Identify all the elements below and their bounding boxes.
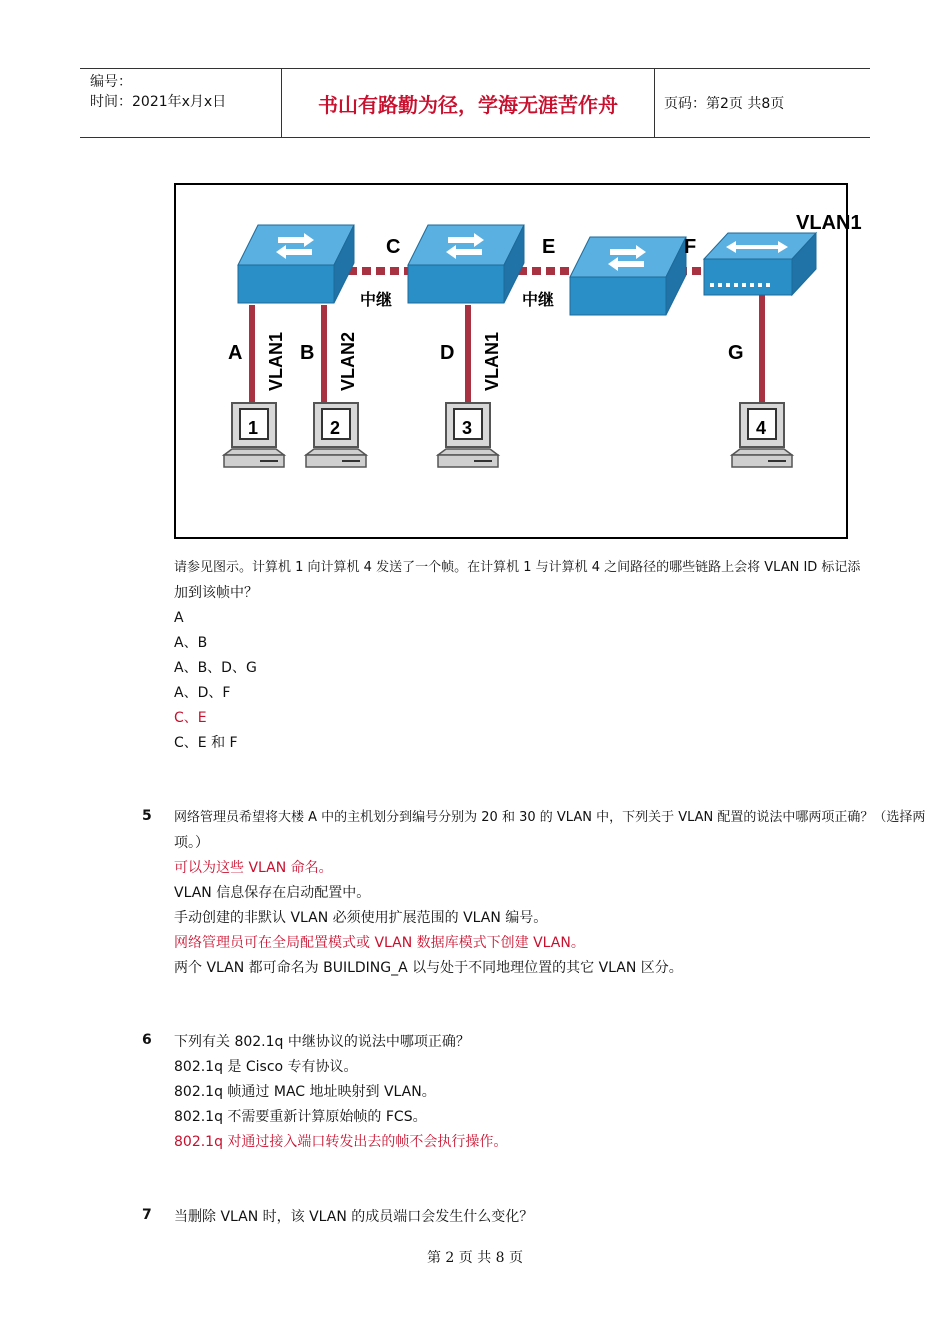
pc-1-label: 1 xyxy=(248,418,259,438)
q5-option-5[interactable]: 两个 VLAN 都可命名为 BUILDING_A 以与处于不同地理位置的其它 VLAN 区分。 xyxy=(174,960,683,976)
vlan-label-b: VLAN2 xyxy=(338,331,358,391)
q4-text xyxy=(174,558,860,578)
q5-option-3[interactable]: 手动创建的非默认 VLAN 必须使用扩展范围的 VLAN 编号。 xyxy=(174,910,548,926)
q6-option-1[interactable]: 802.1q 是 Cisco 专有协议。 xyxy=(174,1059,358,1075)
link-label-f: F xyxy=(684,236,697,258)
q5-option-1[interactable]: 可以为这些 VLAN 命名。 xyxy=(174,860,333,876)
q4-option-5[interactable]: C、E xyxy=(174,710,207,726)
code-label: 编号： xyxy=(90,74,132,90)
q4-option-2[interactable]: A、B xyxy=(174,635,208,651)
link-label-d: D xyxy=(440,342,455,364)
trunk-label-1: 中继 xyxy=(360,292,393,309)
link-label-c: C xyxy=(386,236,401,258)
pc-2-label: 2 xyxy=(330,418,341,438)
pc-4-label: 4 xyxy=(756,418,767,438)
q5-option-4[interactable]: 网络管理员可在全局配置模式或 VLAN 数据库模式下创建 VLAN。 xyxy=(174,935,585,951)
time-label: 时间：2021年x月x日 xyxy=(90,94,227,110)
switch-2-icon xyxy=(408,225,524,303)
q7-number: 7 xyxy=(142,1207,152,1223)
vlan-label-d: VLAN1 xyxy=(482,331,502,391)
vlan-label-a: VLAN1 xyxy=(266,331,286,391)
network-diagram xyxy=(176,185,862,537)
q5-option-2[interactable]: VLAN 信息保存在启动配置中。 xyxy=(174,885,371,901)
q4-option-4[interactable]: A、D、F xyxy=(174,685,231,701)
page-label: 页码：第2页 共8页 xyxy=(664,96,785,112)
q6-option-4[interactable]: 802.1q 对通过接入端口转发出去的帧不会执行操作。 xyxy=(174,1134,508,1150)
q4-line-1: 请参见图示。计算机 1 向计算机 4 发送了一个帧。在计算机 1 与计算机 4 之间路径的哪些链路上会将 VLAN ID 标记添 xyxy=(174,560,861,575)
switch-1-icon xyxy=(238,225,354,303)
trunk-label-2: 中继 xyxy=(522,292,555,309)
motto: 书山有路勤为径，学海无涯苦作舟 xyxy=(281,69,655,137)
q6-option-2[interactable]: 802.1q 帧通过 MAC 地址映射到 VLAN。 xyxy=(174,1084,436,1100)
link-label-g: G xyxy=(728,342,744,364)
link-label-e: E xyxy=(542,236,556,258)
vlan1-switch-label: VLAN1 xyxy=(796,212,862,234)
q4-option-3[interactable]: A、B、D、G xyxy=(174,660,257,676)
q4-option-6[interactable]: C、E 和 F xyxy=(174,735,238,751)
q4-option-1[interactable]: A xyxy=(174,610,184,626)
q7-text: 当删除 VLAN 时，该 VLAN 的成员端口会发生什么变化？ xyxy=(174,1209,534,1225)
page-footer: 第 2 页 共 8 页 xyxy=(426,1250,524,1266)
network-figure xyxy=(174,183,862,539)
link-label-b: B xyxy=(300,342,315,364)
q5-number: 5 xyxy=(142,808,152,824)
page-header xyxy=(80,68,870,138)
pc-3-label: 3 xyxy=(462,418,473,438)
q4-line-2: 加到该帧中？ xyxy=(174,585,258,601)
q6-number: 6 xyxy=(142,1032,152,1048)
q5-line-2: 项。） xyxy=(174,835,209,851)
link-label-a: A xyxy=(228,342,243,364)
q6-text: 下列有关 802.1q 中继协议的说法中哪项正确？ xyxy=(174,1034,470,1050)
q5-line-1: 网络管理员希望将大楼 A 中的主机划分到编号分别为 20 和 30 的 VLAN 中，下列关于 VLAN 配置的说法中哪两项正确？（选择两 xyxy=(174,810,926,825)
switch-3-icon xyxy=(570,237,686,315)
vlan1-switch-icon xyxy=(704,233,816,295)
q6-option-3[interactable]: 802.1q 不需要重新计算原始帧的 FCS。 xyxy=(174,1109,427,1125)
header-meta xyxy=(80,69,280,137)
